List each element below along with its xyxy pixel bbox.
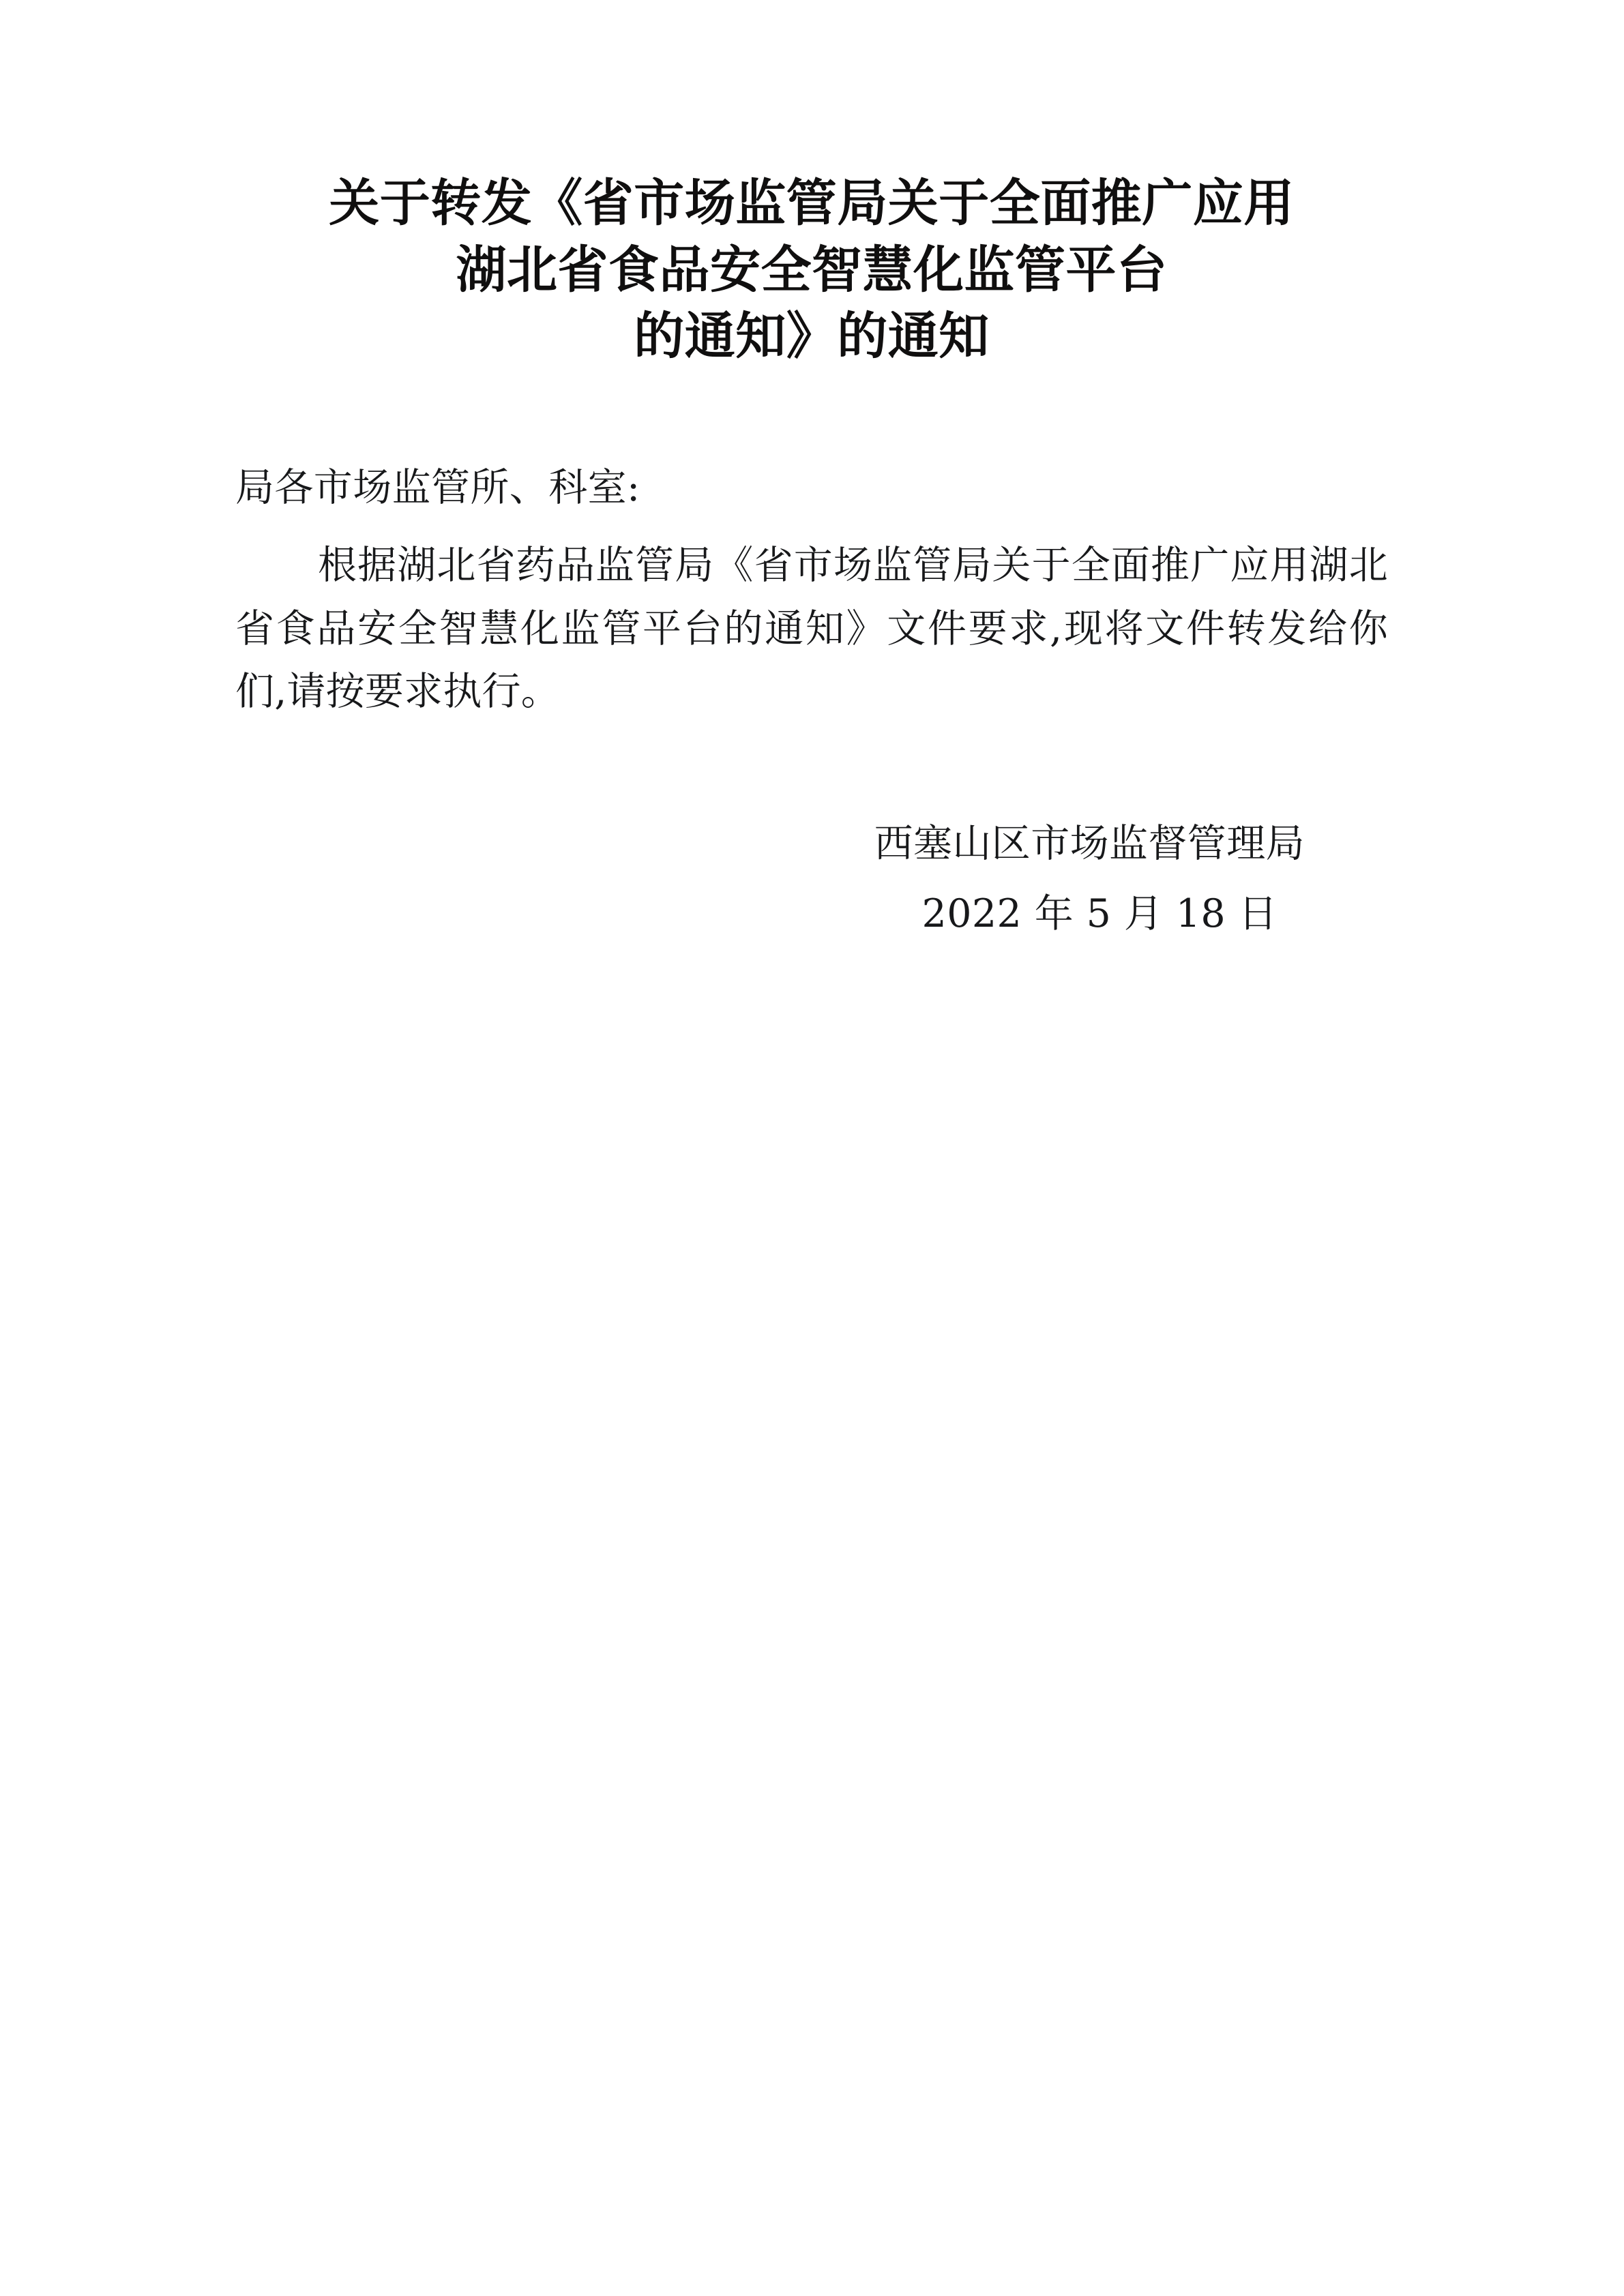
title-line-1: 关于转发《省市场监管局关于全面推广应用 [329, 174, 1295, 233]
salutation: 局各市场监管所、科室: [235, 465, 640, 511]
signature-block [235, 815, 1388, 945]
signature-date: 2022 年 5 月 18 日 [921, 891, 1278, 936]
page-title [235, 170, 1388, 370]
body-paragraph [235, 534, 1388, 723]
document-body [235, 170, 1388, 945]
signature-organization: 西塞山区市场监督管理局 [874, 821, 1305, 867]
title-line-2: 湖北省食品安全智慧化监管平台 [456, 240, 1168, 299]
body-paragraph-text: 根据湖北省药品监管局《省市场监管局关于全面推广应用湖北省食品安全智慧化监管平台的通知》文件要求,现将文件转发给你们,请按要求执行。 [235, 543, 1388, 715]
title-line-3: 的通知》的通知 [634, 307, 990, 366]
